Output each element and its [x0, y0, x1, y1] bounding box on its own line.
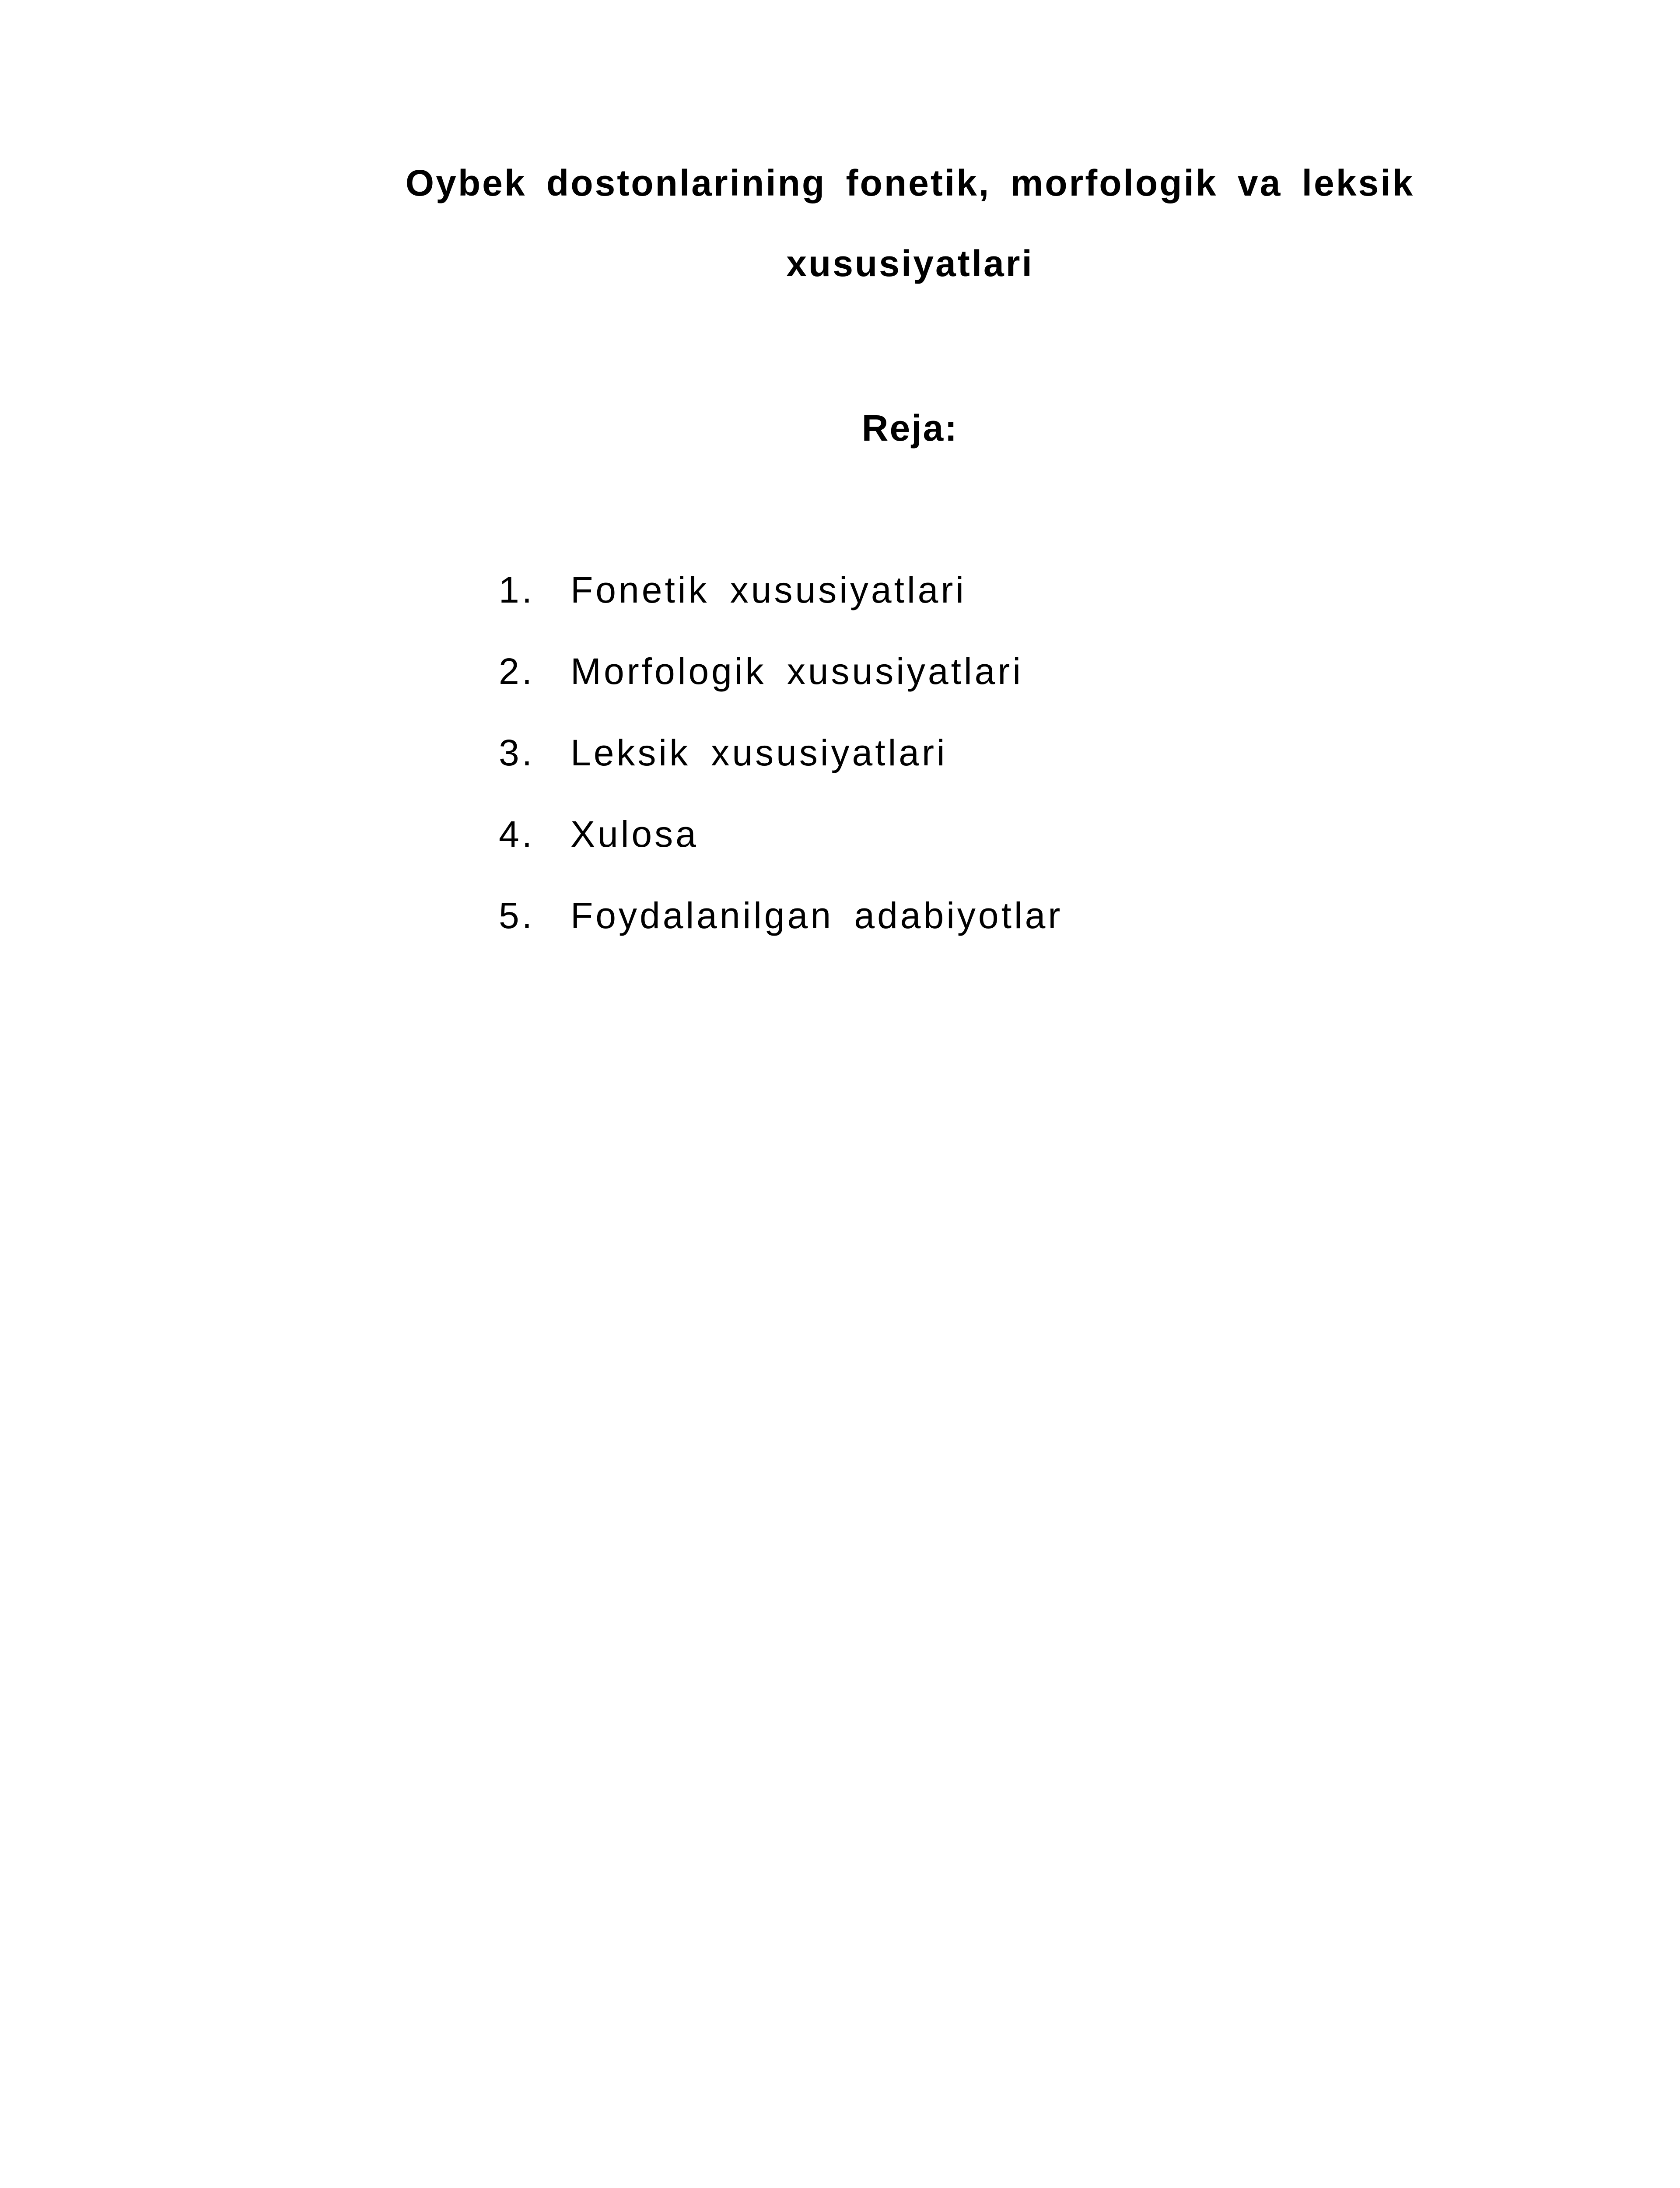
plan-list [499, 569, 1063, 978]
document-title-line-1: Oybek dostonlarining fonetik, morfologik va leksik [405, 162, 1415, 203]
plan-item-text: Morfologik xususiyatlari [570, 651, 1023, 692]
plan-item-number: 1. [499, 569, 535, 610]
document-title-line-2: xususiyatlari [786, 243, 1034, 284]
plan-heading: Reja: [861, 407, 959, 449]
plan-item-number: 5. [499, 895, 535, 936]
plan-item-2 [499, 653, 1063, 734]
plan-item-5 [499, 897, 1063, 978]
plan-item-3 [499, 734, 1063, 816]
plan-item-text: Fonetik xususiyatlari [570, 569, 966, 610]
plan-item-4 [499, 813, 1063, 897]
plan-item-number: 2. [499, 651, 535, 692]
plan-item-text: Foydalanilgan adabiyotlar [570, 895, 1063, 936]
plan-item-text: Xulosa [570, 813, 699, 855]
plan-item-1 [499, 569, 1063, 653]
plan-item-text: Leksik xususiyatlari [570, 732, 948, 773]
plan-item-number: 4. [499, 813, 535, 855]
plan-item-number: 3. [499, 732, 535, 773]
